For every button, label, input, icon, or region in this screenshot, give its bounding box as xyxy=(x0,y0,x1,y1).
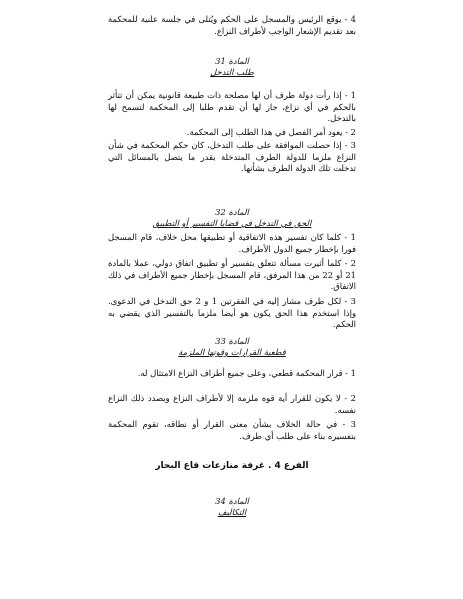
paragraph: 3 - في حالة الخلاف بشأن معنى القرار أو نطاقه، تقوم المحكمة بتفسيره بناء على طلب أي طرف. xyxy=(108,419,356,441)
article-31-subtitle: طلب التدخل xyxy=(210,67,254,77)
article-32-subtitle: الحق في التدخل في قضايا التفسير أو التطبيق xyxy=(152,218,312,228)
paragraph: 3 - إذا حصلت الموافقة على طلب التدخل، كان حكم المحكمة في شأن النزاع ملزما للدولة الطرف المتدخلة بقدر ما يتصل بالمسائل التي تدخلت تلك الدولة الطرف بشأنها. xyxy=(108,140,356,173)
paragraph: 1 - قرار المحكمة قطعي، وعلى جميع أطراف النزاع الامتثال له. xyxy=(137,368,356,378)
article-33-body xyxy=(108,368,356,380)
paragraph: 1 - إذا رأت دولة طرف أن لها مصلحة ذات طبيعة قانونية يمكن أن تتأثر بالحكم في أي نزاع، جاز لها أن تقدم طلبا إلى المحكمة لتسمح لها بالتدخل. xyxy=(108,90,356,123)
paragraph: 1 - كلما كان تفسير هذه الاتفاقية أو تطبيقها محل خلاف، قام المسجل فورا بإخطار جميع الدول الأطراف. xyxy=(108,232,356,254)
article-31-body xyxy=(108,90,356,125)
article-34-title: المادة 34 xyxy=(215,496,249,506)
article-33-subtitle: قطعية القرارات وقوتها الملزمة xyxy=(178,347,286,357)
article-33-body xyxy=(108,393,356,416)
section-4-heading: الفرع 4 . غرفة منازعات قاع البحار xyxy=(155,461,309,471)
article-31-body xyxy=(108,140,356,175)
article-32-body xyxy=(108,296,356,331)
article-32-title: المادة 32 xyxy=(215,207,249,217)
paragraph: 4 - يوقع الرئيس والمسجل على الحكم ويُتلى في جلسة علنية للمحكمة بعد تقديم الإشعار الواجب لأطراف النزاع. xyxy=(108,14,356,36)
paragraph: 3 - لكل طرف مشار إليه في الفقرتين 1 و 2 حق التدخل في الدعوى. وإذا استخدم هذا الحق يكون هو أيضا ملزما بالتفسير الذي يقضي به الحكم. xyxy=(108,296,356,329)
article-34-subtitle: التكاليف xyxy=(217,507,247,517)
article-32-body xyxy=(108,258,356,293)
paragraph: 2 - كلما أثيرت مسألة تتعلق بتفسير أو تطبيق اتفاق دولي، عملا بالمادة 21 أو 22 من هذا المرفق، قام المسجل بإخطار جميع الأطراف في ذلك الاتفاق. xyxy=(108,258,356,291)
article-32-body xyxy=(108,232,356,255)
article-30-item-4 xyxy=(108,14,356,37)
paragraph: 2 - يعود أمر الفصل في هذا الطلب إلى المحكمة. xyxy=(186,127,356,137)
article-33-title: المادة 33 xyxy=(215,336,249,346)
paragraph: 2 - لا يكون للقرار أية قوة ملزمة إلا لأطراف النزاع وبصدد ذلك النزاع نفسه. xyxy=(108,393,356,415)
article-31-title: المادة 31 xyxy=(215,56,249,66)
article-31-body xyxy=(108,127,356,139)
article-33-body xyxy=(108,419,356,442)
